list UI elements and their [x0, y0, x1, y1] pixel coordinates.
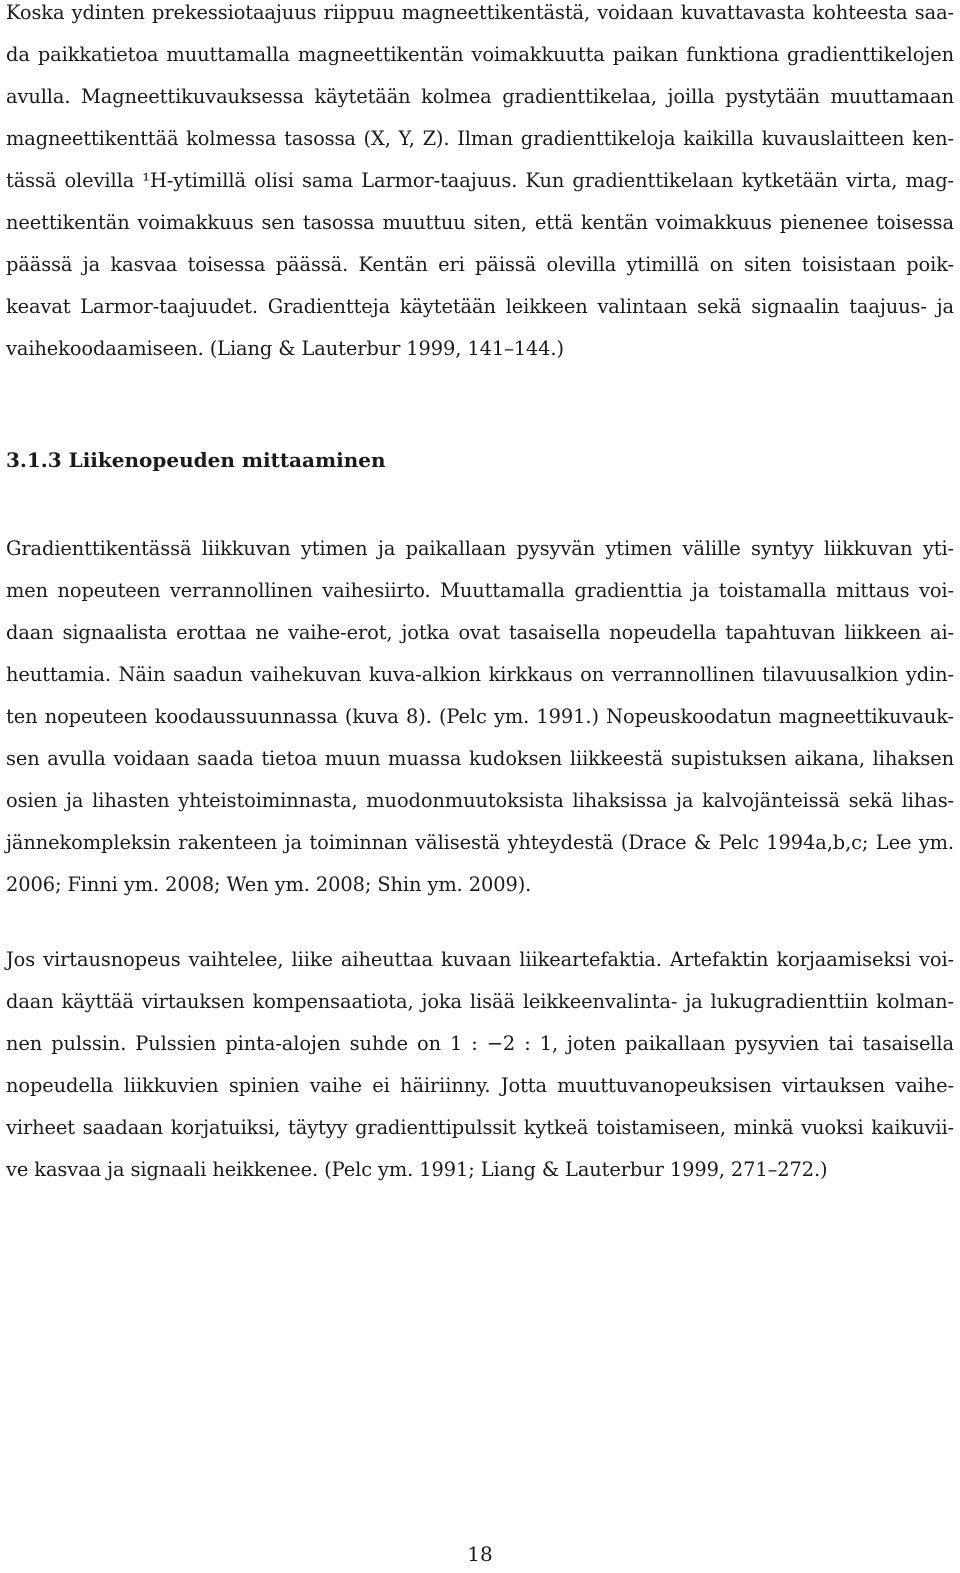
text-line: heuttamia. Näin saadun vaihekuvan kuva-alkion kirkkaus on verrannollinen tilavuusalkion ydin-: [6, 663, 954, 686]
page-number: 18: [467, 1542, 493, 1566]
text-line: Jos virtausnopeus vaihtelee, liike aiheuttaa kuvaan liikeartefaktia. Artefaktin korjaamiseksi voi-: [6, 948, 954, 971]
text-line: tässä olevilla ¹H-ytimillä olisi sama Larmor-taajuus. Kun gradienttikelaan kytketään virta, mag-: [6, 169, 954, 192]
text-line: men nopeuteen verrannollinen vaihesiirto. Muuttamalla gradienttia ja toistamalla mittaus voi-: [6, 579, 954, 602]
text-line: päässä ja kasvaa toisessa päässä. Kentän eri päissä olevilla ytimillä on siten toisistaan poik-: [6, 253, 954, 276]
text-line: nen pulssin. Pulssien pinta-alojen suhde on 1 : −2 : 1, joten paikallaan pysyvien tai tasaisella: [6, 1032, 954, 1055]
text-line: Gradienttikentässä liikkuvan ytimen ja paikallaan pysyvän ytimen välille syntyy liikkuvan yti-: [6, 537, 954, 560]
text-line: avulla. Magneettikuvauksessa käytetään kolmea gradienttikelaa, joilla pystytään muuttamaan: [6, 85, 954, 108]
text-line: vaihekoodaamiseen. (Liang & Lauterbur 1999, 141–144.): [6, 337, 564, 360]
text-line: daan signaalista erottaa ne vaihe-erot, jotka ovat tasaisella nopeudella tapahtuvan liikkeen ai-: [6, 621, 954, 644]
text-line: Koska ydinten prekessiotaajuus riippuu magneettikentästä, voidaan kuvattavasta kohteesta saa-: [6, 1, 954, 24]
text-line: nopeudella liikkuvien spinien vaihe ei häiriinny. Jotta muuttuvanopeuksisen virtauksen vaihe-: [6, 1074, 954, 1097]
text-line: da paikkatietoa muuttamalla magneettikentän voimakkuutta paikan funktiona gradienttikelojen: [6, 43, 954, 66]
text-line: keavat Larmor-taajuudet. Gradientteja käytetään leikkeen valintaan sekä signaalin taajuus- ja: [6, 295, 954, 318]
text-line: magneettikenttää kolmessa tasossa (X, Y, Z). Ilman gradienttikeloja kaikilla kuvauslaitteen ken-: [6, 127, 954, 150]
text-line: jännekompleksin rakenteen ja toiminnan välisestä yhteydestä (Drace & Pelc 1994a,b,c; Lee ym.: [6, 831, 954, 854]
text-line: ve kasvaa ja signaali heikkenee. (Pelc ym. 1991; Liang & Lauterbur 1999, 271–272.): [6, 1158, 828, 1181]
text-line: 2006; Finni ym. 2008; Wen ym. 2008; Shin ym. 2009).: [6, 873, 532, 896]
section-heading: 3.1.3 Liikenopeuden mittaaminen: [6, 448, 386, 472]
text-line: daan käyttää virtauksen kompensaatiota, joka lisää leikkeenvalinta- ja lukugradienttiin kolman-: [6, 990, 954, 1013]
text-line: sen avulla voidaan saada tietoa muun muassa kudoksen liikkeestä supistuksen aikana, lihaksen: [6, 747, 954, 770]
text-line: osien ja lihasten yhteistoiminnasta, muodonmuutoksista lihaksissa ja kalvojänteissä sekä lihas-: [6, 789, 954, 812]
text-line: ten nopeuteen koodaussuunnassa (kuva 8). (Pelc ym. 1991.) Nopeuskoodatun magneettikuvauk-: [6, 705, 954, 728]
text-line: virheet saadaan korjatuiksi, täytyy gradienttipulssit kytkeä toistamiseen, minkä vuoksi kaikuvii-: [6, 1116, 954, 1139]
text-line: neettikentän voimakkuus sen tasossa muuttuu siten, että kentän voimakkuus pienenee toisessa: [6, 211, 954, 234]
